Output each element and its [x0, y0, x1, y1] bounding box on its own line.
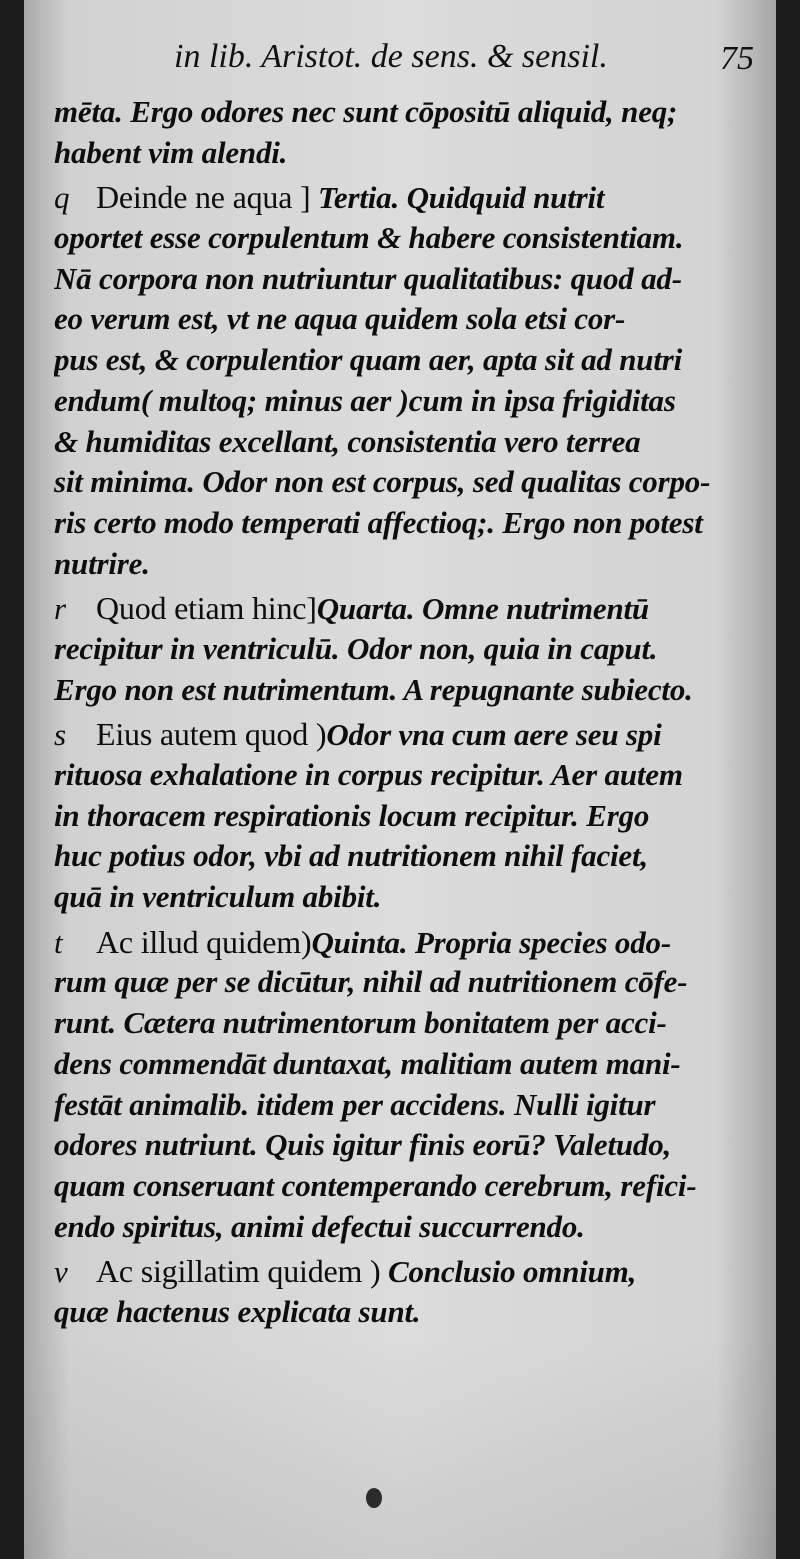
text-line: recipitur in ventriculū. Odor non, quia in caput.: [54, 630, 658, 666]
text-line: quam conseruant contemperando cerebrum, refici-: [54, 1167, 697, 1203]
text-line: Conclusio omnium,: [380, 1254, 637, 1290]
text-line: rituosa exhalatione in corpus recipitur. Aer autem: [54, 757, 683, 792]
text-line: Ergo non est nutrimentum. A repugnante subiecto.: [54, 671, 693, 707]
note-marker: t: [54, 924, 63, 960]
note-marker: s: [54, 717, 66, 753]
note-heading: [54, 177, 766, 218]
running-title: in lib. Aristot. de sens. & sensil.: [174, 38, 608, 75]
lemma: Quod etiam hinc]: [96, 590, 317, 627]
page-number: 75: [720, 40, 754, 77]
note-marker: r: [54, 591, 66, 627]
text-line: quā in ventriculum abibit.: [54, 879, 382, 915]
text-line: & humiditas excellant, consistentia vero terrea: [54, 423, 641, 459]
text-line: rum quæ per se dicūtur, nihil ad nutritionem cōfe-: [54, 964, 688, 1000]
text-line: huc potius odor, vbi ad nutritionem nihil faciet,: [54, 838, 648, 874]
paper-hole: [366, 1488, 382, 1508]
text-line: ris certo modo temperati affectioq;. Ergo non potest: [54, 504, 703, 540]
text-line: habent vim alendi.: [54, 134, 288, 170]
lemma: Ac illud quidem): [96, 923, 312, 960]
note-heading: [54, 714, 766, 755]
note-marker: q: [54, 180, 70, 216]
text-line: Quinta. Propria species odo-: [311, 924, 671, 960]
text-line: eo verum est, vt ne aqua quidem sola etsi cor-: [54, 301, 626, 337]
book-page: [24, 0, 776, 1559]
text-line: runt. Cætera nutrimentorum bonitatem per acci-: [54, 1005, 667, 1041]
lemma: Deinde ne aqua ]: [96, 179, 311, 216]
text-line: odores nutriunt. Quis igitur finis eorū? Valetudo,: [54, 1127, 672, 1163]
text-line: sit minima. Odor non est corpus, sed qualitas corpo-: [54, 464, 711, 500]
note-marker: v: [54, 1254, 68, 1290]
text-line: nutrire.: [54, 545, 150, 581]
text-line: Tertia. Quidquid nutrit: [310, 180, 605, 216]
text-line: festāt animalib. itidem per accidens. Nulli igitur: [54, 1086, 656, 1122]
note-heading: [54, 922, 766, 963]
text-line: Odor vna cum aere seu spi: [326, 717, 662, 753]
note-heading: [54, 1251, 766, 1292]
text-line: Nā corpora non nutriuntur qualitatibus: quod ad-: [54, 260, 682, 296]
text-line: Quarta. Omne nutrimentū: [316, 591, 649, 627]
page-header: [24, 38, 776, 90]
text-line: endo spiritus, animi defectui succurrendo.: [54, 1208, 585, 1244]
text-line: in thoracem respirationis locum recipitur. Ergo: [54, 797, 650, 833]
text-line: pus est, & corpulentior quam aer, apta sit ad nutri: [54, 342, 683, 378]
text-line: quæ hactenus explicata sunt.: [54, 1293, 421, 1329]
text-line: endum( multoq; minus aer )cum in ipsa frigiditas: [54, 382, 676, 418]
lemma: Eius autem quod ): [96, 716, 327, 753]
lemma: Ac sigillatim quidem ): [96, 1253, 381, 1290]
text-line: dens commendāt duntaxat, malitiam autem mani-: [54, 1045, 681, 1081]
text-line: mēta. Ergo odores nec sunt cōpositū aliquid, neq;: [54, 94, 678, 129]
text-line: oportet esse corpulentum & habere consistentiam.: [54, 220, 684, 256]
note-heading: [54, 588, 766, 629]
commentary-text: [54, 92, 766, 1333]
